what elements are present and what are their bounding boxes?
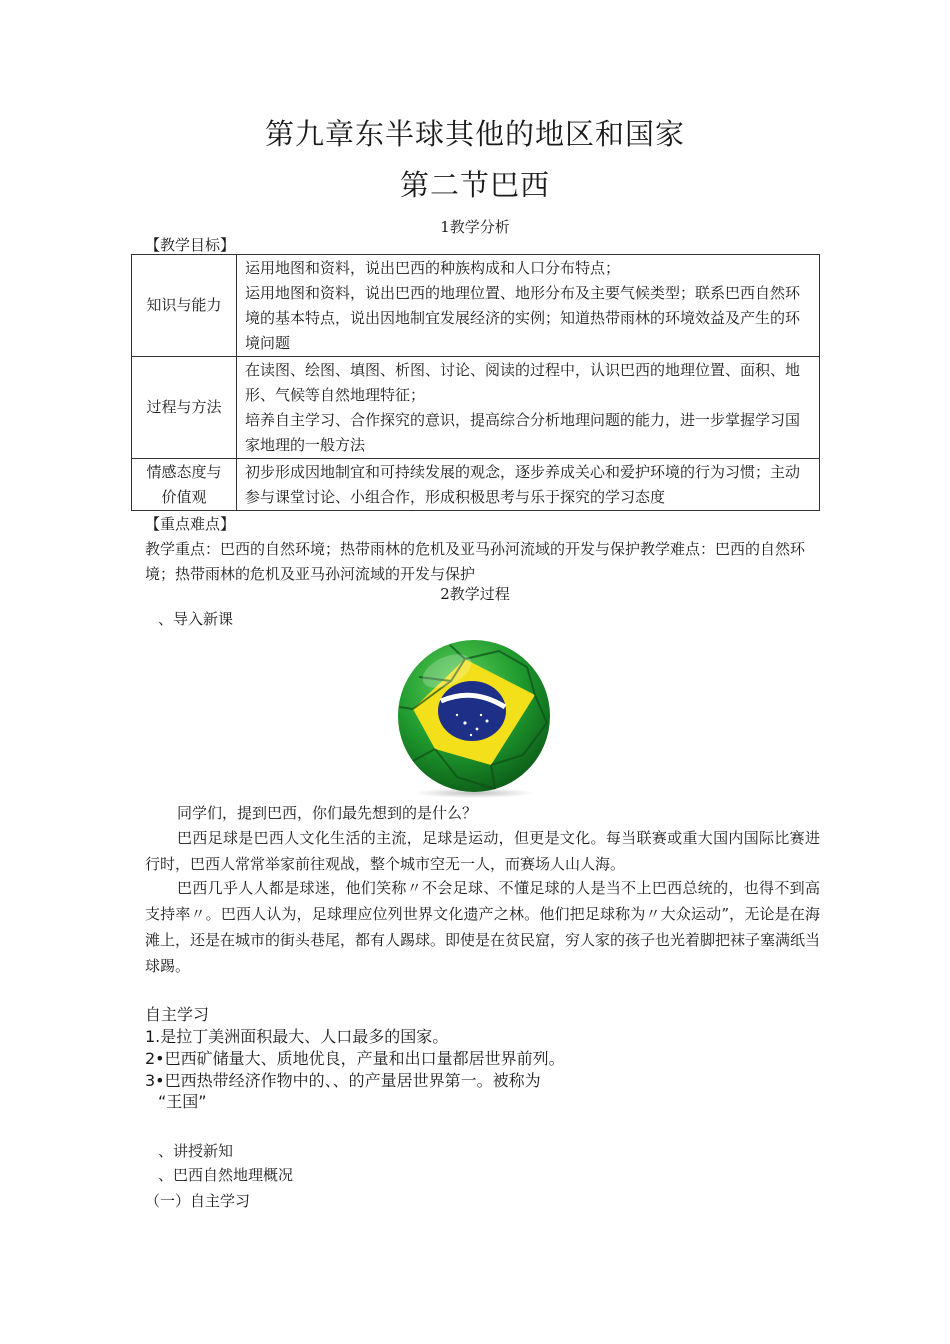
analysis-heading: 1教学分析 (440, 218, 510, 236)
category-line: 情感态度与 (146, 462, 222, 481)
goal-line: 培养自主学习、合作探究的意识，提高综合分析地理问题的能力，进一步掌握学习国家地理的一般方法 (245, 411, 801, 454)
process-heading: 2教学过程 (440, 585, 510, 603)
brazil-flag-soccer-ball-image (395, 637, 555, 799)
category-cell: 过程与方法 (132, 357, 237, 459)
goal-line: 在读图、绘图、填图、析图、讨论、阅读的过程中，认识巴西的地理位置、面积、地形、气候等自然地理特征； (245, 361, 801, 404)
self-study-item-3-continued: “王国” (158, 1092, 207, 1111)
self-study-item-3: 3•巴西热带经济作物中的、、的产量居世界第一。被称为 (145, 1071, 541, 1090)
goal-line: 运用地图和资料，说出巴西的种族构成和人口分布特点； (245, 259, 621, 277)
goal-line: 初步形成因地制宜和可持续发展的观念，逐步养成关心和爱护环境的行为习惯；主动参与课堂讨论、小组合作，形成积极思考与乐于探究的学习态度 (245, 463, 801, 506)
self-study-item-2: 2•巴西矿储量大、质地优良，产量和出口量都居世界前列。 (145, 1049, 565, 1068)
category-line: 价值观 (161, 487, 207, 506)
new-lesson-label: 、讲授新知 (158, 1142, 234, 1160)
self-study-item-1: 1.是拉丁美洲面积最大、人口最多的国家。 (145, 1027, 449, 1046)
chapter-title: 第九章东半球其他的地区和国家 (264, 117, 685, 151)
description-cell (237, 459, 820, 511)
key-text: 教学重点：巴西的自然环境；热带雨林的危机及亚马孙河流域的开发与保护教学难点：巴西的自然环境；热带雨林的危机及亚马孙河流域的开发与保护 (145, 540, 806, 583)
table-row (132, 459, 820, 511)
football-paragraph-2: 巴西几乎人人都是球迷，他们笑称〃不会足球、不懂足球的人是当不上巴西总统的，也得不到高支持率〃。巴西人认为，足球理应位列世界文化遗产之林。他们把足球称为〃大众运动”，无论是在海滩上，还是在城市的街头巷尾，都有人踢球。即使是在贫民窟，穷人家的孩子也光着脚把袜子塞满纸当球踢。 (145, 879, 821, 975)
goal-line: 运用地图和资料，说出巴西的地理位置、地形分布及主要气候类型；联系巴西自然环境的基本特点，说出因地制宜发展经济的实例；知道热带雨林的环境效益及产生的环境问题 (245, 284, 801, 352)
key-label: 【重点难点】 (145, 515, 236, 533)
self-study-subheading: （一）自主学习 (145, 1192, 251, 1210)
category-cell (132, 459, 237, 511)
question-text: 同学们，提到巴西，你们最先想到的是什么？ (177, 804, 478, 822)
description-cell (237, 255, 820, 357)
soccer-ball-icon (395, 637, 555, 799)
natural-geography-label: 、巴西自然地理概况 (158, 1166, 294, 1184)
intro-label: 、导入新课 (158, 610, 234, 628)
table-row (132, 255, 820, 357)
section-title: 第二节巴西 (399, 168, 550, 202)
description-cell (237, 357, 820, 459)
category-cell: 知识与能力 (132, 255, 237, 357)
football-paragraph-1: 巴西足球是巴西人文化生活的主流，足球是运动，但更是文化。每当联赛或重大国内国际比赛进行时，巴西人常常举家前往观战，整个城市空无一人，而赛场人山人海。 (145, 829, 820, 873)
self-study-heading: 自主学习 (145, 1005, 210, 1024)
goals-table (131, 254, 820, 511)
table-row (132, 357, 820, 459)
goals-label: 【教学目标】 (145, 236, 236, 254)
